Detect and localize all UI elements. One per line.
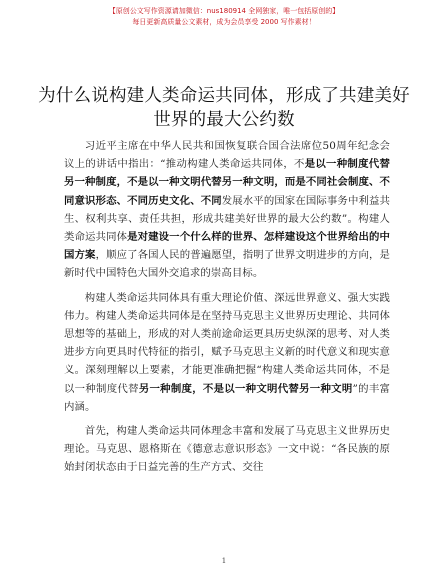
paragraph-2-run-1: 构建人类命运共同体具有重大理论价值、深远世界意义、强大实践伟力。构建人类命运共同体是在坚持马克思主义世界历史理论、共同体思想等的基础上，形成的对人类前途命运更具历史纵深的思考、对人类进步方向更具时代特征的指引，赋予马克思主义新的时代意义和现实意义。深刻理解以上要素，才能更准确把握“构建人类命运共同体，不是以一种制度代替 — [64, 291, 390, 395]
paragraph-3-run-1: 首先，构建人类命运共同体理念丰富和发展了马克思主义世界历史理论。马克思、恩格斯在《德意志意识形态》一文中说：“各民族的原始封闭状态由于日益完善的生产方式、交往 — [64, 425, 390, 474]
paragraph-2-run-3: ”的丰富内涵。 — [64, 382, 391, 413]
banner-line-1: 【原创公文写作资源请加微信：nus180914 全网独家，唯一包括原创的】 — [108, 7, 340, 15]
banner-line-2: 每日更新高质量公文素材，成为会员享受 2000 写作素材！ — [132, 18, 316, 26]
paragraph-1-run-2-bold: 是以一种制度代替另一种制度，不是以一种文明代替另一种文明，而是不同社会制度、不同意识形态、不同历史文化、不同 — [64, 158, 390, 207]
paragraph-1-run-4-bold: 是对建设一个什么样的世界、怎样建设这个世界给出的中国方案 — [64, 231, 390, 262]
document-body — [64, 137, 390, 477]
paragraph-1 — [64, 137, 390, 283]
paragraph-1-run-5: ，顺应了各国人民的普遍愿望，指明了世界文明进步的方向，是新时代中国特色大国外交追求的崇高目标。 — [64, 249, 390, 280]
document-title: 为什么说构建人类命运共同体，形成了共建美好世界的最大公约数 — [38, 86, 410, 130]
header-banner — [0, 6, 448, 28]
paragraph-3 — [64, 422, 390, 477]
page-number: 1 — [221, 557, 227, 565]
paragraph-2 — [64, 289, 390, 416]
paragraph-1-run-1: 习近平主席在中华人民共和国恢复联合国合法席位50周年纪念会议上的讲话中指出：“推动构建人类命运共同体，不 — [64, 140, 390, 171]
paragraph-2-run-2-bold: 另一种制度，不是以一种文明代替另一种文明 — [138, 382, 353, 395]
paragraph-1-run-3: 发展水平的国家在国际事务中利益共生、权利共享、责任共担，形成共建美好世界的最大公约数”。构建人类命运共同体 — [64, 194, 390, 244]
